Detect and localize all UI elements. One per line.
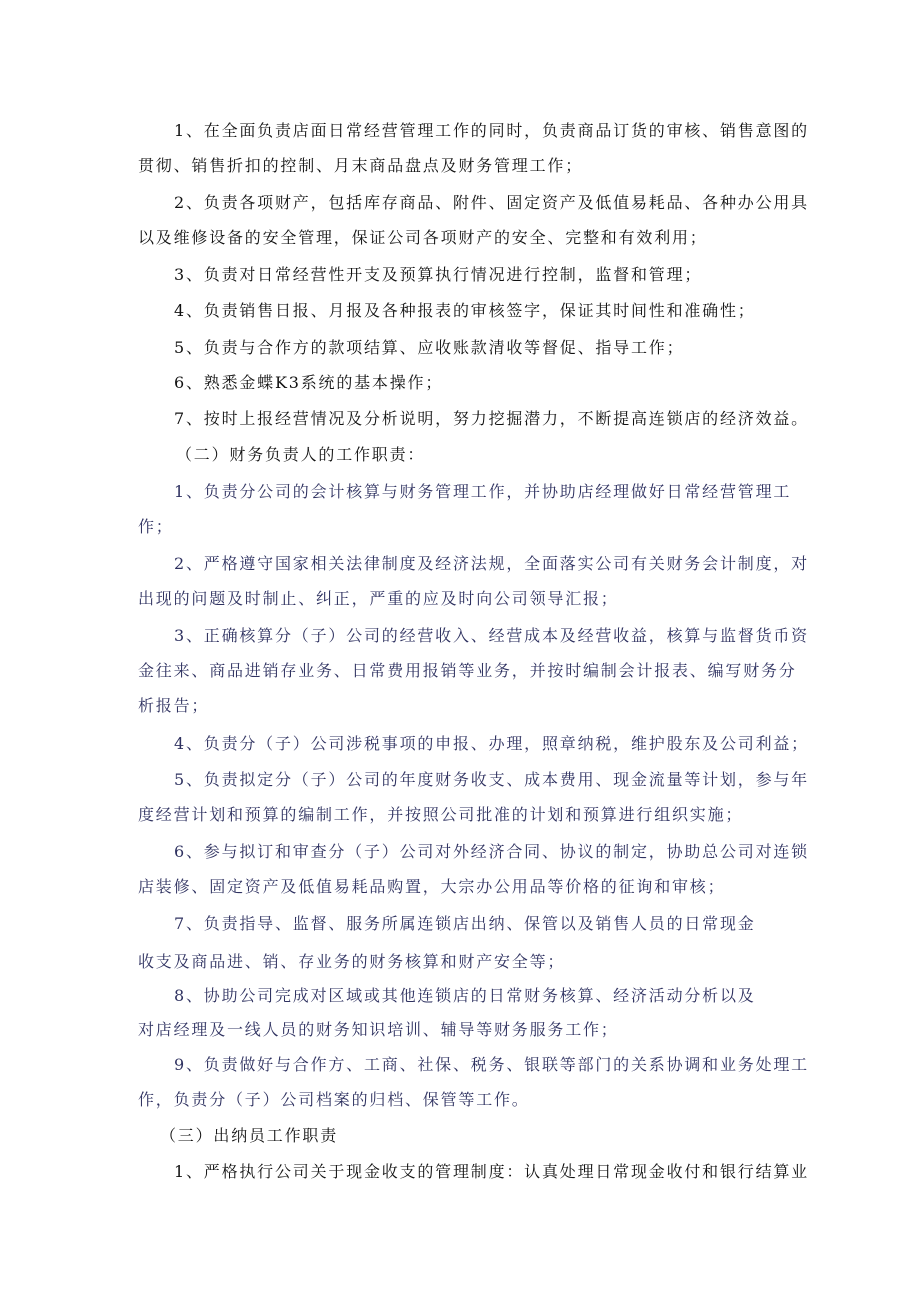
paragraph-line: 3、正确核算分（子）公司的经营收入、经营成本及经营收益，核算与监督货币资 (174, 626, 809, 645)
paragraph-line: 贯彻、销售折扣的控制、月末商品盘点及财务管理工作； (138, 156, 584, 175)
paragraph-line: 7、按时上报经营情况及分析说明，努力挖掘潜力，不断提高连锁店的经济效益。 (174, 409, 809, 428)
paragraph-line: 1、负责分公司的会计核算与财务管理工作，并协助店经理做好日常经营管理工 (174, 482, 792, 501)
paragraph-line: 4、负责销售日报、月报及各种报表的审核签字，保证其时间性和准确性； (174, 301, 756, 320)
paragraph-line: 度经营计划和预算的编制工作，并按照公司批准的计划和预算进行组织实施； (138, 805, 744, 824)
paragraph-line: 3、负责对日常经营性开支及预算执行情况进行控制，监督和管理； (174, 265, 703, 284)
paragraph-line: 8、协助公司完成对区域或其他连锁店的日常财务核算、经济活动分析以及 (174, 986, 756, 1005)
section-heading: （二）财务负责人的工作职责： (176, 445, 426, 464)
paragraph-line: 以及维修设备的安全管理，保证公司各项财产的安全、完整和有效利用； (138, 228, 708, 247)
paragraph-line: 金往来、商品进销存业务、日常费用报销等业务，并按时编制会计报表、编写财务分 (138, 661, 797, 680)
paragraph-line: 5、负责与合作方的款项结算、应收账款清收等督促、指导工作； (174, 338, 685, 357)
section-heading: （三）出纳员工作职责 (160, 1126, 339, 1145)
paragraph-line: 4、负责分（子）公司涉税事项的申报、办理，照章纳税，维护股东及公司利益； (174, 734, 809, 753)
paragraph-line: 收支及商品进、销、存业务的财务核算和财产安全等； (138, 952, 566, 971)
paragraph-line: 6、参与拟订和审查分（子）公司对外经济合同、协议的制定，协助总公司对连锁 (174, 842, 809, 861)
paragraph-line: 析报告； (138, 696, 210, 715)
paragraph-line: 2、严格遵守国家相关法律制度及经济法规，全面落实公司有关财务会计制度，对 (174, 554, 809, 573)
paragraph-line: 5、负责拟定分（子）公司的年度财务收支、成本费用、现金流量等计划，参与年 (174, 770, 809, 789)
paragraph-line: 店装修、固定资产及低值易耗品购置，大宗办公用品等价格的征询和审核； (138, 877, 726, 896)
paragraph-line: 作； (138, 517, 174, 536)
paragraph-line: 作，负责分（子）公司档案的归档、保管等工作。 (138, 1090, 530, 1109)
paragraph-line: 7、负责指导、监督、服务所属连锁店出纳、保管以及销售人员的日常现金 (174, 914, 756, 933)
paragraph-line: 1、在全面负责店面日常经营管理工作的同时，负责商品订货的审核、销售意图的 (174, 121, 809, 140)
paragraph-line: 6、熟悉金蝶K3系统的基本操作； (174, 373, 444, 392)
paragraph-line: 对店经理及一线人员的财务知识培训、辅导等财务服务工作； (138, 1020, 619, 1039)
paragraph-line: 2、负责各项财产，包括库存商品、附件、固定资产及低值易耗品、各种办公用具 (174, 193, 809, 212)
paragraph-line: 1、严格执行公司关于现金收支的管理制度：认真处理日常现金收付和银行结算业 (174, 1162, 809, 1181)
paragraph-line: 出现的问题及时制止、纠正，严重的应及时向公司领导汇报； (138, 589, 619, 608)
paragraph-line: 9、负责做好与合作方、工商、社保、税务、银联等部门的关系协调和业务处理工 (174, 1055, 809, 1074)
